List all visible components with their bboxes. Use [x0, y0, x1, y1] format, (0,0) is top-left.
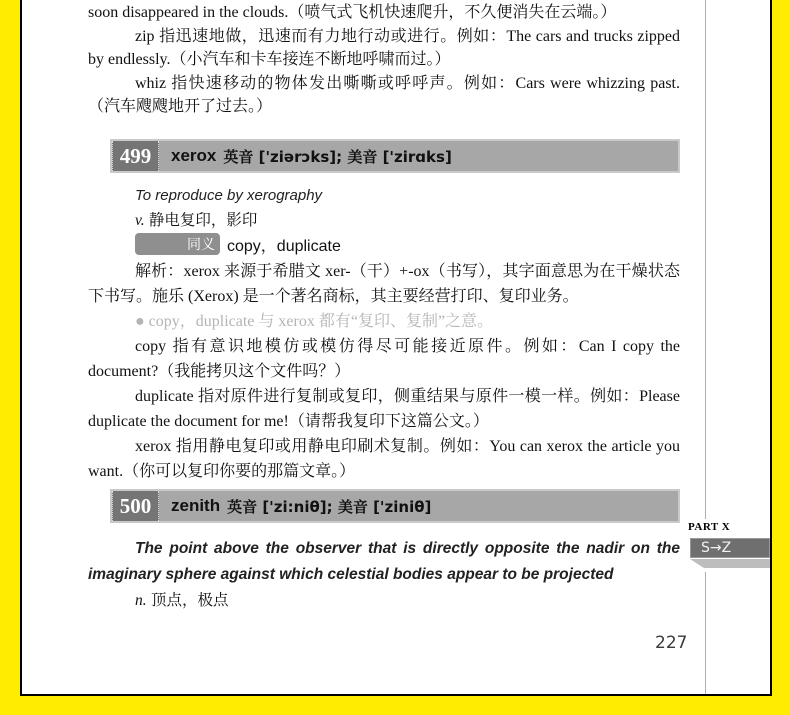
- headword: zenith: [171, 496, 221, 515]
- entry-500-header: [110, 489, 680, 523]
- synonym-words: copy，duplicate: [227, 238, 341, 255]
- entry-500-body: [88, 536, 680, 614]
- entry-number-badge: 499: [112, 141, 159, 171]
- analysis-paragraph: 解析：xerox 来源于希腊文 xer-（干）+-ox（书写），其字面意思为在干燥状态下书写。施乐 (Xerox) 是一个著名商标，其主要经营打印、复印业务。: [88, 263, 680, 305]
- entry-499-header: [110, 139, 680, 173]
- entry-headline: [159, 141, 452, 171]
- definition-chinese: n. 顶点，极点: [135, 592, 229, 609]
- margin-rule-top: [705, 0, 706, 519]
- synonym-line: [88, 233, 680, 259]
- part-of-speech: v.: [135, 212, 145, 229]
- part-of-speech: n.: [135, 592, 147, 609]
- definition-english: To reproduce by xerography: [135, 187, 323, 204]
- definition-chinese: v. 静电复印，影印: [135, 212, 258, 229]
- part-range-tab-fold: [690, 559, 770, 568]
- paragraph-zip: zip 指迅速地做，迅速而有力地行动或进行。例如：The cars and trucks zipped by endlessly.（小汽车和卡车接连不断地呼啸而过。）: [88, 27, 680, 68]
- comparison-xerox: xerox 指用静电复印或用静电印刷术复制。例如：You can xerox the article you want.（你可以复印你要的那篇文章。）: [88, 438, 680, 480]
- synonym-badge: 同义: [135, 233, 220, 255]
- pronunciation: 英音 ['ziərɔks]; 美音 ['zirɑks]: [223, 147, 452, 166]
- comparison-duplicate: duplicate 指对原件进行复制或复印，侧重结果与原件一模一样。例如：Please duplicate the document for me!（请帮我复印下这篇公文。）: [88, 388, 680, 430]
- headword: xerox: [171, 146, 217, 165]
- margin-rule-bottom: [705, 572, 706, 694]
- definition-english: The point above the observer that is directly opposite the nadir on the imaginary sphere against which celestial bodies appear to be projected: [88, 540, 680, 583]
- part-label: PART X: [688, 521, 731, 533]
- page-number: 227: [655, 633, 688, 653]
- book-page: [20, 0, 772, 696]
- paragraph-continuation: soon disappeared in the clouds.（喷气式飞机快速爬升，不久便消失在云端。）: [88, 4, 617, 21]
- paragraph-whiz: whiz 指快速移动的物体发出嘶嘶或呼呼声。例如：Cars were whizzing past.（汽车飕飕地开了过去。）: [88, 74, 680, 115]
- entry-499-body: [88, 183, 680, 484]
- entry-number-badge: 500: [112, 491, 159, 521]
- part-range-tab: S→Z: [690, 538, 770, 558]
- comparison-copy: copy 指有意识地模仿或模仿得尽可能接近原件。例如：Can I copy the document?（我能拷贝这个文件吗？）: [88, 338, 680, 380]
- pronunciation: 英音 ['zi:niθ]; 美音 ['ziniθ]: [227, 497, 432, 516]
- entry-headline: [159, 491, 431, 521]
- intro-paragraphs: [88, 1, 680, 119]
- comparison-note: ● copy，duplicate 与 xerox 都有“复印、复制”之意。: [135, 313, 494, 330]
